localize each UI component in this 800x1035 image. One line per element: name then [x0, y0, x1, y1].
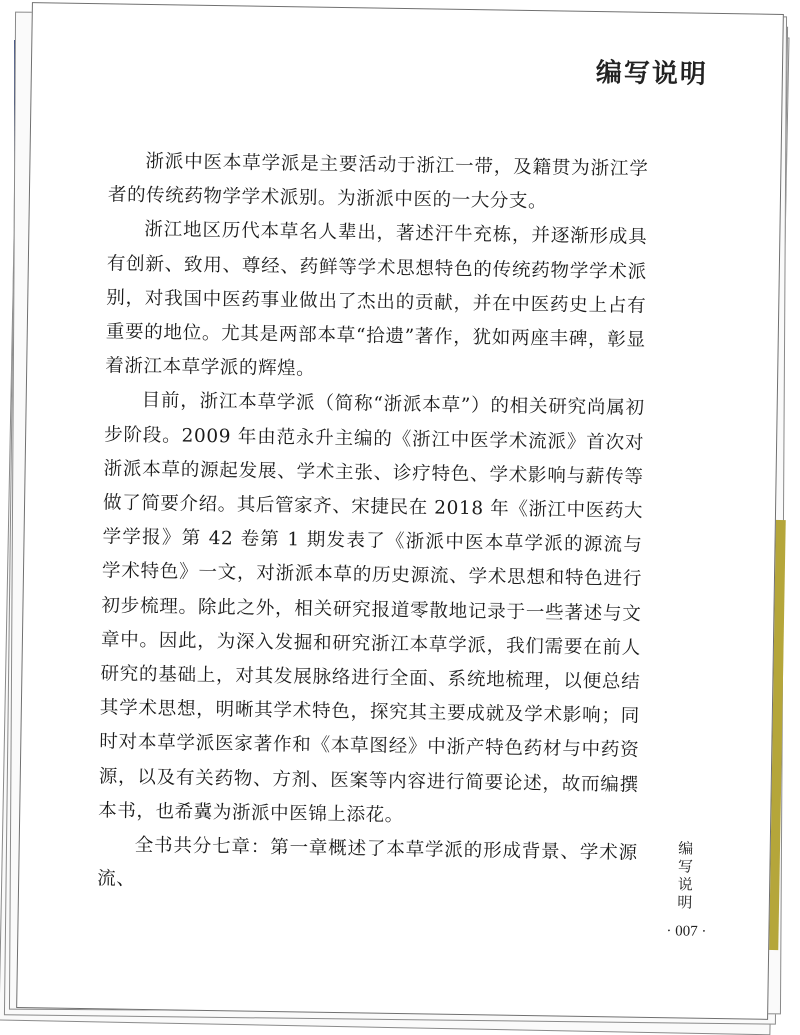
page-number: · 007 · [666, 923, 707, 940]
page-header-title: 编写说明 [595, 58, 709, 90]
paragraph: 浙派中医本草学派是主要活动于浙江一带，及籍贯为浙江学者的传统药物学学术派别。为浙派中医的一大分支。 [107, 150, 649, 213]
body-text [97, 144, 649, 905]
paragraph: 全书共分七章：第一章概述了本草学派的形成背景、学术源流、 [97, 834, 638, 891]
paragraph: 目前，浙江本草学派（简称“浙派本草”）的相关研究尚属初步阶段。2009 年由范永升主编的《浙江中医学术流派》首次对浙派本草的源起发展、学术主张、诊疗特色、学术影响与薪传等做了简要介绍。其后管家齐、宋捷民在 2018 年《浙江中医药大学学报》第 42 卷第 1 期发表了《浙派中医本草学派的源流与学术特色》一文，对浙派本草的历史源流、学术思想和特色进行初步梳理。除此之外，相关研究报道零散地记录于一些著述与文章中。因此，为深入发掘和研究浙江本草学派，我们需要在前人研究的基础上，对其发展脉络进行全面、系统地梳理，以便总结其学术思想，明晰其学术特色，探究其主要成就及学术影响；同时对本草学派医家著作和《本草图经》中浙产特色药材与中药资源，以及有关药物、方剂、医案等内容进行简要论述，故而编撰本书，也希冀为浙派中医锦上添花。 [98, 390, 645, 826]
side-section-label: 编写说明 [677, 839, 694, 912]
document-page [16, 2, 784, 1020]
paragraph: 浙江地区历代本草名人辈出，著述汗牛充栋，并逐渐形成具有创新、致用、尊经、药鲜等学术思想特色的传统药物学学术派别，对我国中医药事业做出了杰出的贡献，并在中医药史上占有重要的地位。尤其是两部本草“拾遗”著作，犹如两座丰碑，彰显着浙江本草学派的辉煌。 [105, 219, 648, 380]
